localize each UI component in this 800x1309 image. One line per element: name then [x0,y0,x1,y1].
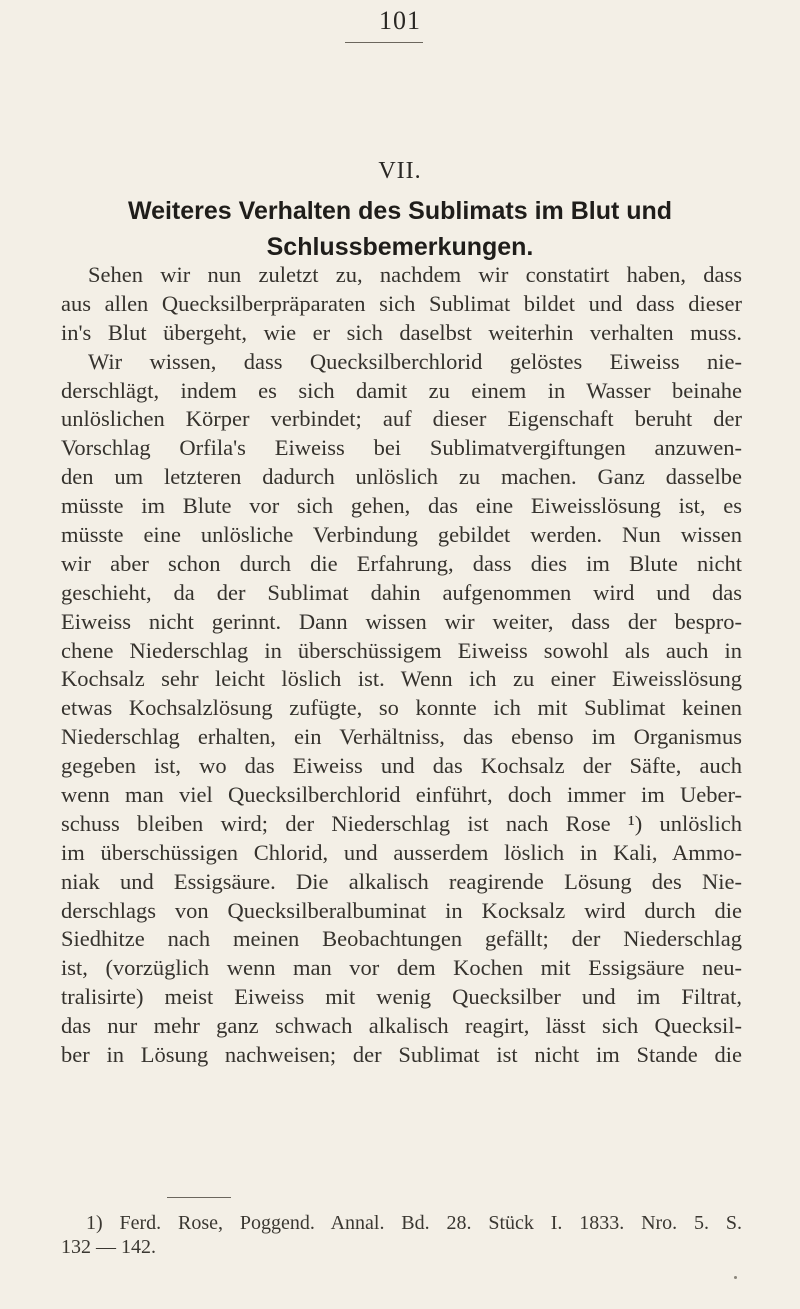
text-line: das nur mehr ganz schwach alkalisch reagirt, lässt sich Quecksil- [61,1013,742,1039]
text-line: im überschüssigen Chlorid, und ausserdem löslich in Kali, Ammo- [61,839,742,865]
text-line: geschieht, da der Sublimat dahin aufgenommen wird und das [61,579,742,605]
chapter-number: VII. [378,158,422,184]
footnote-line: 1) Ferd. Rose, Poggend. Annal. Bd. 28. Stück I. 1833. Nro. 5. S. [86,1212,742,1234]
footnote-line: 132 — 142. [61,1236,156,1258]
text-line: schuss bleiben wird; der Niederschlag ist nach Rose ¹) unlöslich [61,810,742,836]
text-line: unlöslichen Körper verbindet; auf dieser Eigenschaft beruht der [61,406,742,432]
text-line: wenn man viel Quecksilberchlorid einführt, doch immer im Ueber- [61,782,742,808]
text-line: müsste eine unlösliche Verbindung gebildet werden. Nun wissen [61,522,742,548]
text-line: derschlags von Quecksilberalbuminat in Kocksalz wird durch die [61,897,742,923]
text-line: derschlägt, indem es sich damit zu einem in Wasser beinahe [61,377,742,403]
text-line: tralisirte) meist Eiweiss mit wenig Quecksilber und im Filtrat, [61,984,742,1010]
text-line: ber in Lösung nachweisen; der Sublimat ist nicht im Stande die [61,1042,742,1068]
page-number: 101 [379,6,421,35]
chapter-title-line-2: Schlussbemerkungen. [266,233,534,261]
text-line: etwas Kochsalzlösung zufügte, so konnte ich mit Sublimat keinen [61,695,742,721]
text-line: wir aber schon durch die Erfahrung, dass dies im Blute nicht [61,550,742,576]
text-line: den um letzteren dadurch unlöslich zu machen. Ganz dasselbe [61,464,742,490]
text-line: in's Blut übergeht, wie er sich daselbst weiterhin verhalten muss. [61,319,742,345]
text-line: ist, (vorzüglich wenn man vor dem Kochen mit Essigsäure neu- [61,955,742,981]
text-line: Eiweiss nicht gerinnt. Dann wissen wir weiter, dass der bespro- [61,608,742,634]
text-line: chene Niederschlag in überschüssigem Eiweiss sowohl als auch in [61,637,742,663]
body-text [61,261,742,1070]
text-line: gegeben ist, wo das Eiweiss und das Kochsalz der Säfte, auch [61,753,742,779]
paper-speck [734,1276,737,1279]
footnote-rule [167,1197,231,1198]
page-number-rule [345,42,423,43]
text-line: Siedhitze nach meinen Beobachtungen gefällt; der Niederschlag [61,926,742,952]
text-line: Wir wissen, dass Quecksilberchlorid gelöstes Eiweiss nie- [88,348,742,374]
footnotes [61,1211,742,1259]
text-line: Kochsalz sehr leicht löslich ist. Wenn ich zu einer Eiweisslösung [61,666,742,692]
chapter-title [60,193,740,265]
text-line: müsste im Blute vor sich gehen, das eine Eiweisslösung ist, es [61,493,742,519]
chapter-title-line-1: Weiteres Verhalten des Sublimats im Blut und [127,197,673,225]
text-line: aus allen Quecksilberpräparaten sich Sublimat bildet und dass dieser [61,290,742,316]
text-line: Sehen wir nun zuletzt zu, nachdem wir constatirt haben, dass [88,262,742,287]
text-line: Niederschlag erhalten, ein Verhältniss, das ebenso im Organismus [61,724,742,750]
text-line: Vorschlag Orfila's Eiweiss bei Sublimatvergiftungen anzuwen- [61,435,742,461]
text-line: niak und Essigsäure. Die alkalisch reagirende Lösung des Nie- [61,868,742,894]
